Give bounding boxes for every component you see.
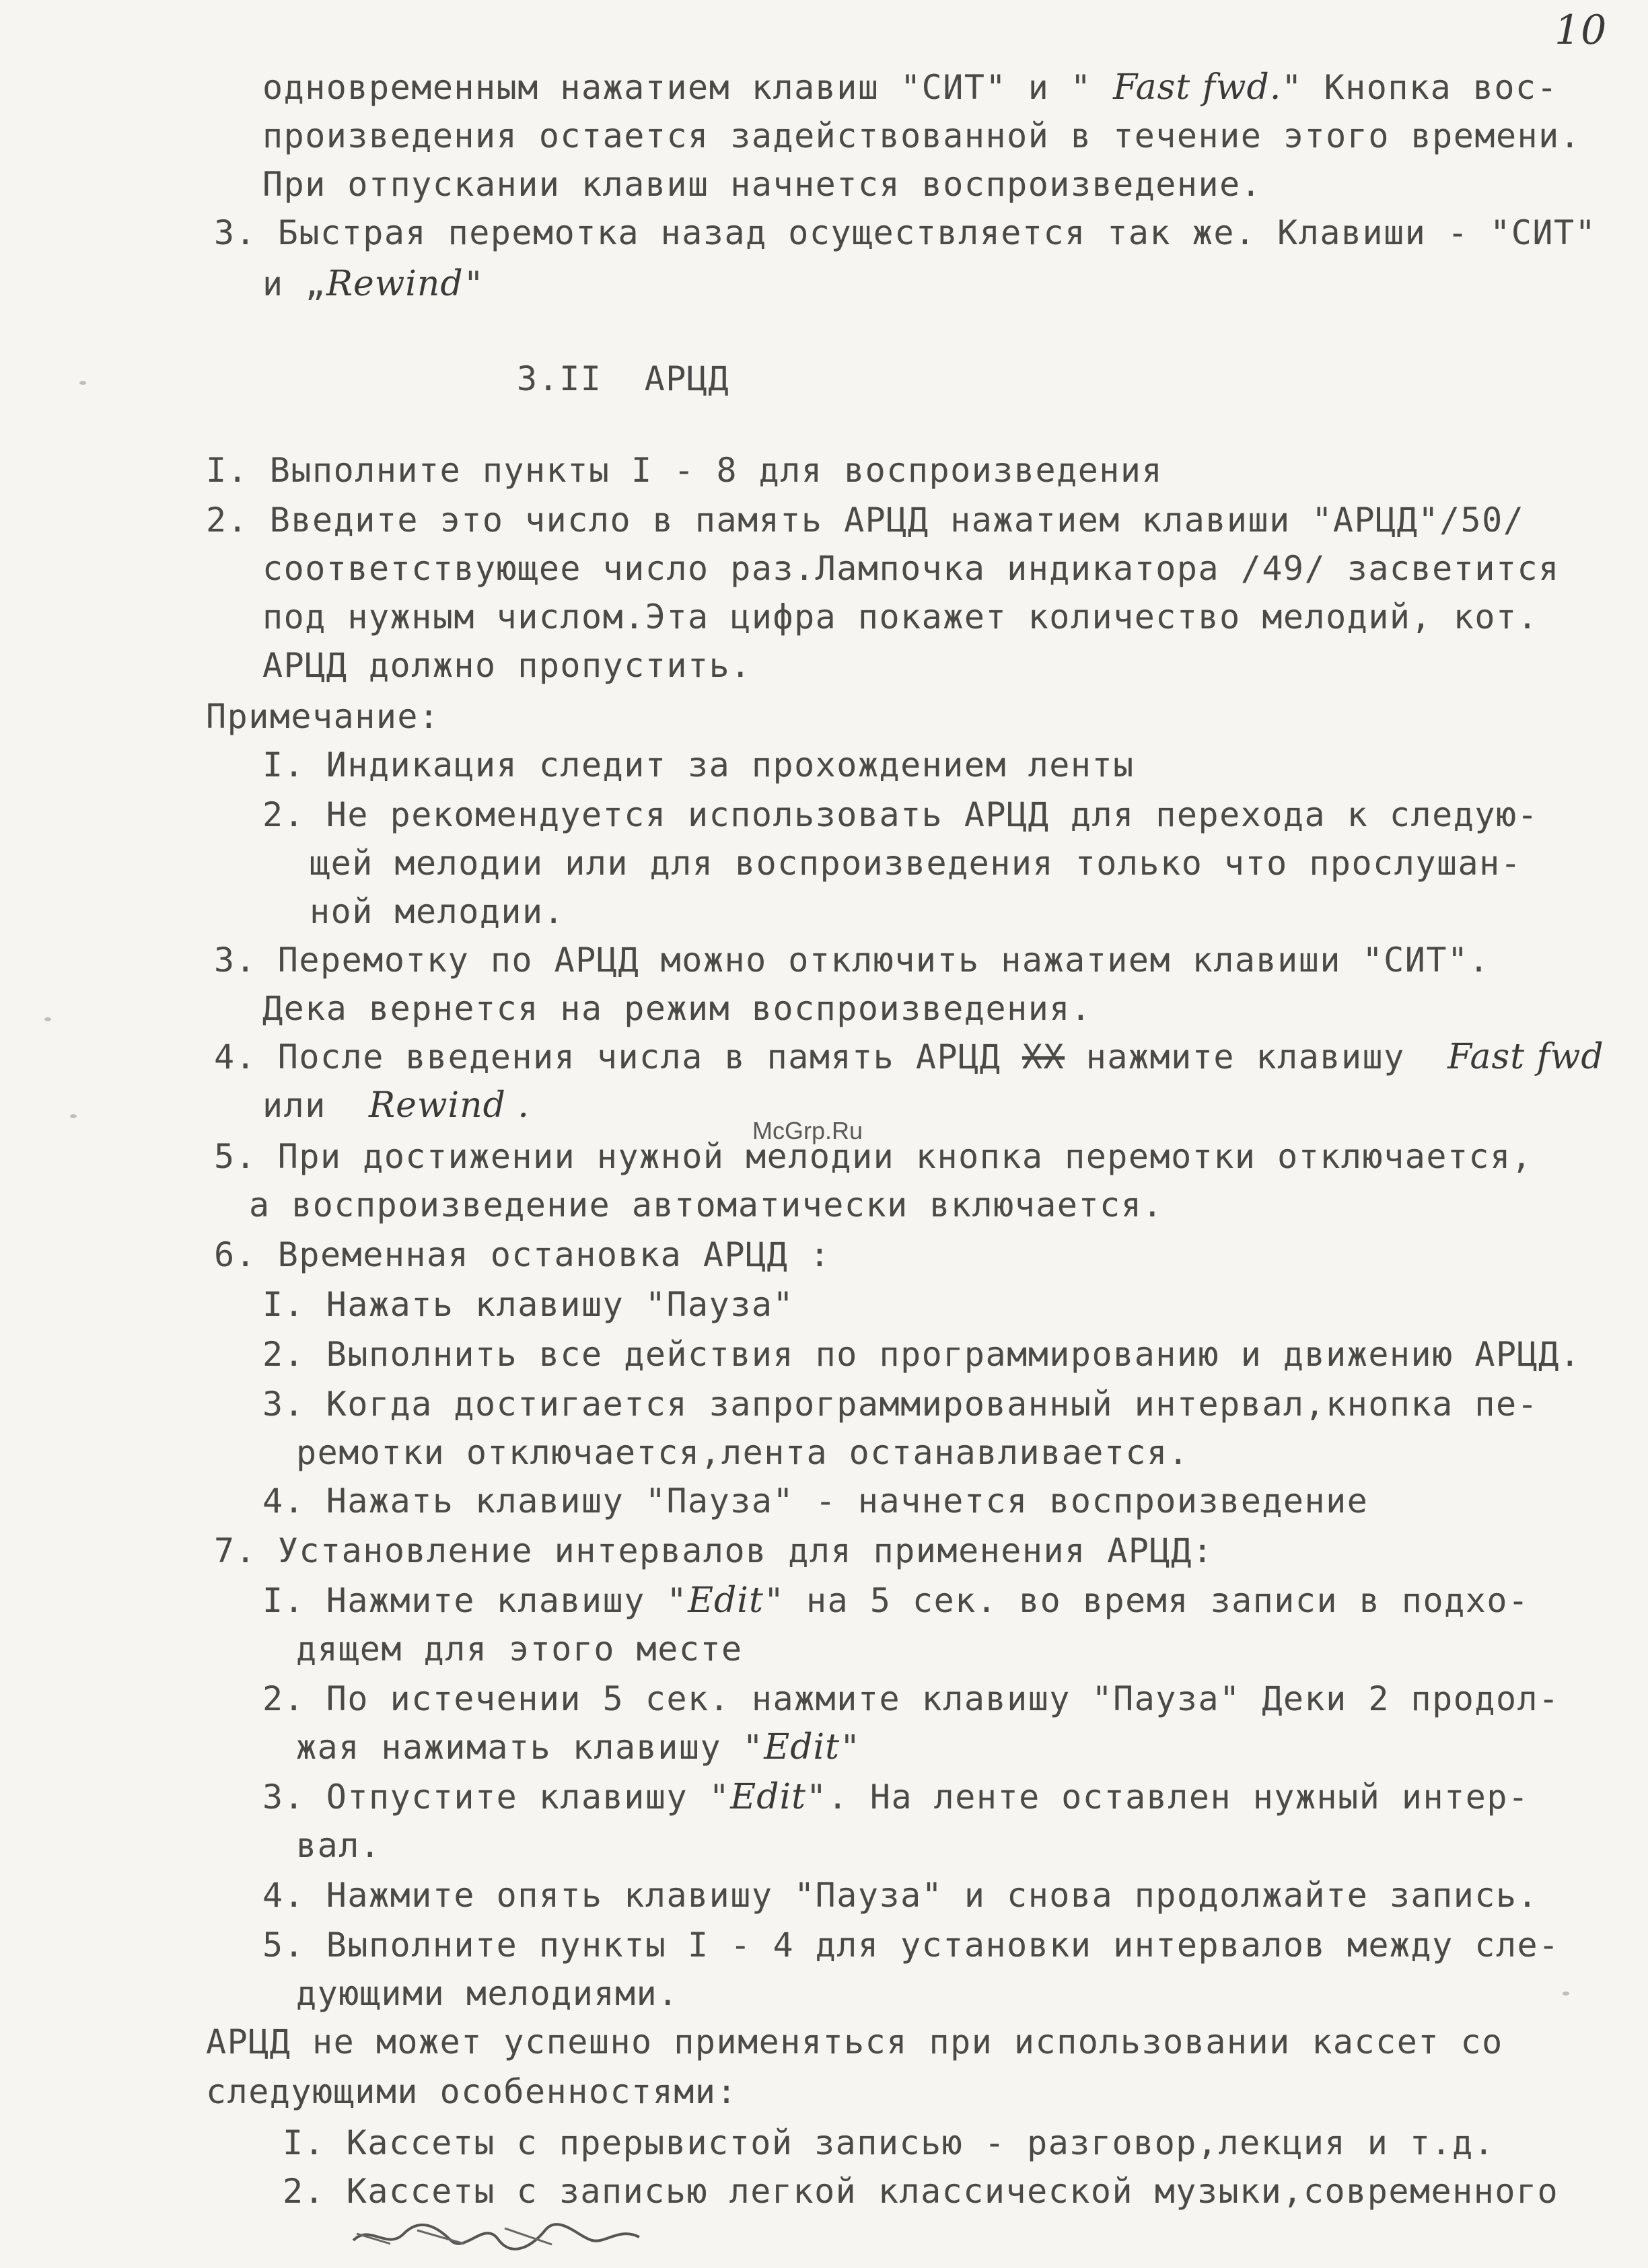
text-line	[262, 1085, 530, 1126]
typed-text: 3.II АРЦД	[517, 359, 730, 398]
text-line	[310, 891, 565, 932]
text-line	[262, 597, 1538, 637]
typed-text: " на 5 сек. во время записи в подхо-	[763, 1581, 1530, 1620]
typed-text: I. Нажать клавишу "Пауза"	[262, 1285, 795, 1324]
typed-text: или	[262, 1086, 369, 1125]
typed-text: 2. Выполнить все действия по программированию и движению АРЦД.	[262, 1335, 1581, 1374]
text-line	[262, 548, 1560, 589]
typed-text: I. Кассеты с прерывистой записью - разговор,лекция и т.д.	[283, 2123, 1495, 2162]
text-line	[262, 116, 1581, 156]
watermark: McGrp.Ru	[752, 1117, 863, 1144]
handwritten-text: Edit	[730, 1777, 807, 1817]
typed-text: 5. Выполните пункты I - 4 для установки интервалов между сле-	[262, 1926, 1560, 1965]
text-line	[249, 1185, 1163, 1225]
text-line	[214, 1037, 1604, 1077]
text-line	[310, 843, 1521, 883]
typed-text: "	[463, 264, 485, 303]
typed-text: а воспроизведение автоматически включается.	[249, 1185, 1163, 1224]
text-line	[206, 450, 1163, 490]
text-line	[262, 1284, 794, 1325]
text-line	[296, 1727, 861, 1767]
typed-text: следующими особенностями:	[206, 2072, 738, 2111]
typed-text: 4. После введения числа в память АРЦД	[214, 1037, 1022, 1076]
text-line	[262, 67, 1558, 108]
text-line	[262, 795, 1538, 835]
typed-text: произведения остается задействованной в течение этого времени.	[262, 116, 1581, 155]
typed-text: 2. Не рекомендуется использовать АРЦД для перехода к следую-	[262, 795, 1539, 834]
page-number: 10	[1554, 7, 1608, 54]
text-line	[214, 940, 1490, 980]
typed-text: 3. Быстрая перемотка назад осуществляется так же. Клавиши - "СИТ"	[214, 213, 1597, 252]
typed-text: 4. Нажать клавишу "Пауза" - начнется воспроизведение	[262, 1481, 1369, 1521]
typed-text: дящем для этого месте	[296, 1630, 743, 1669]
text-line	[206, 696, 440, 737]
typed-text: 3. Отпустите клавишу "	[262, 1778, 731, 1817]
text-line	[296, 1629, 743, 1669]
text-line	[262, 264, 485, 304]
typed-text: При отпускании клавиш начнется воспроизведение.	[262, 165, 1262, 204]
typed-text: щей мелодии или для воспроизведения только что прослушан-	[310, 844, 1522, 883]
typed-text: ". На ленте оставлен нужный интер-	[806, 1778, 1530, 1817]
text-line	[262, 1679, 1560, 1719]
typed-text: 2. По истечении 5 сек. нажмите клавишу "Пауза" Деки 2 продол-	[262, 1679, 1560, 1718]
typed-text: 2. Введите это число в память АРЦД нажатием клавиши "АРЦД"/50/	[206, 501, 1525, 540]
text-line	[262, 1580, 1530, 1621]
text-line	[296, 1825, 381, 1866]
handwritten-text: Fast fwd	[1447, 1037, 1604, 1077]
typed-text: " Кнопка вос-	[1281, 68, 1559, 107]
handwritten-text: Edit	[688, 1580, 764, 1621]
text-line	[517, 359, 729, 399]
struck-text: ХХ	[1022, 1037, 1065, 1076]
text-line	[262, 1925, 1560, 1965]
text-line	[214, 1136, 1532, 1177]
text-line	[262, 988, 1092, 1029]
typed-text: жая нажимать клавишу "	[296, 1728, 764, 1767]
typed-text: 3. Перемотку по АРЦД можно отключить нажатием клавиши "СИТ".	[214, 941, 1491, 980]
typed-text: I. Индикация следит за прохождением ленты	[262, 745, 1135, 784]
scribble-mark	[350, 2214, 646, 2254]
typed-text: вал.	[296, 1826, 382, 1865]
typed-text: дующими мелодиями.	[296, 1974, 679, 2013]
text-line	[262, 1777, 1530, 1817]
text-line	[296, 1432, 1189, 1473]
typed-text: 4. Нажмите опять клавишу "Пауза" и снова продолжайте запись.	[262, 1876, 1539, 1915]
typed-text: 3. Когда достигается запрограммированный интервал,кнопка пе-	[262, 1385, 1539, 1424]
text-line	[214, 213, 1596, 253]
typed-text: I. Нажмите клавишу "	[262, 1581, 688, 1620]
handwritten-text: Rewind .	[369, 1085, 530, 1126]
text-line	[283, 2171, 1559, 2211]
typed-text: одновременным нажатием клавиш "СИТ" и "	[262, 68, 1114, 107]
handwritten-text: Fast fwd.	[1113, 67, 1282, 108]
typed-text: соответствующее число раз.Лампочка индикатора /49/ засветится	[262, 549, 1560, 588]
typed-text: ной мелодии.	[310, 892, 565, 931]
typed-text: под нужным числом.Эта цифра покажет количество мелодий, кот.	[262, 597, 1539, 636]
typed-text: 2. Кассеты с записью легкой классической музыки,современного	[283, 2172, 1559, 2211]
text-line	[214, 1235, 830, 1275]
typed-text: АРЦД должно пропустить.	[262, 646, 752, 685]
text-line	[206, 2072, 738, 2112]
text-line	[262, 745, 1135, 785]
typed-text: 5. При достижении нужной мелодии кнопка перемотки отключается,	[214, 1137, 1533, 1176]
speck	[70, 1114, 77, 1118]
text-line	[262, 1481, 1368, 1521]
text-line	[296, 1973, 679, 2014]
handwritten-text: Edit	[764, 1727, 840, 1767]
typed-text: 7. Установление интервалов для применения АРЦД:	[214, 1531, 1214, 1570]
text-line	[206, 2022, 1503, 2062]
typed-text: 6. Временная остановка АРЦД :	[214, 1235, 831, 1274]
text-line	[262, 164, 1262, 205]
speck	[1563, 1991, 1569, 1996]
typed-text: I. Выполните пункты I - 8 для воспроизведения	[206, 451, 1163, 490]
typed-text: Примечание:	[206, 697, 440, 736]
text-line	[262, 645, 752, 686]
text-line	[262, 1384, 1538, 1424]
text-line	[262, 1334, 1581, 1375]
text-line	[214, 1531, 1213, 1571]
typed-text: ремотки отключается,лента останавливается.	[296, 1433, 1190, 1472]
typed-text: "	[840, 1728, 861, 1767]
typed-text: и „	[262, 264, 326, 303]
typed-text: нажмите клавишу	[1065, 1037, 1447, 1076]
text-line	[206, 500, 1524, 540]
typed-text: АРЦД не может успешно применяться при использовании кассет со	[206, 2022, 1503, 2061]
speck	[44, 1017, 51, 1021]
handwritten-text: Rewind	[326, 264, 464, 304]
text-line	[262, 1875, 1538, 1915]
text-line	[283, 2123, 1495, 2163]
typed-text: Дека вернется на режим воспроизведения.	[262, 989, 1092, 1028]
speck	[79, 381, 86, 385]
